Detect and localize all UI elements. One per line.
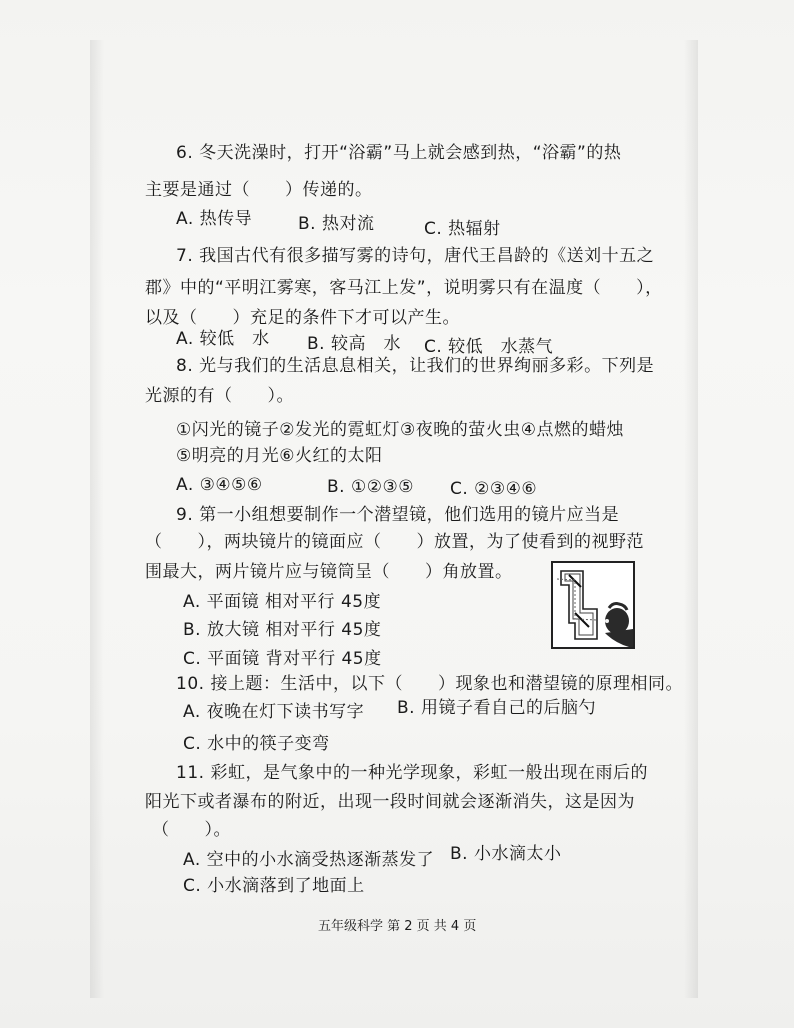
scan-shadow-left [90,40,104,998]
q8-items-line-2: ⑤明亮的月光⑥火红的太阳 [176,446,383,466]
q8-option-c: C. ②③④⑥ [450,479,538,499]
q9-option-c: C. 平面镜 背对平行 45度 [183,649,382,669]
q6-stem-line-1: 6. 冬天洗澡时，打开“浴霸”马上就会感到热，“浴霸”的热 [176,143,622,163]
page-footer: 五年级科学 第 2 页 共 4 页 [318,919,477,934]
q8-stem-line-1: 8. 光与我们的生活息息相关，让我们的世界绚丽多彩。下列是 [176,356,655,376]
periscope-drawing [553,563,633,647]
q8-items-line-1: ①闪光的镜子②发光的霓虹灯③夜晚的萤火虫④点燃的蜡烛 [176,420,624,440]
q6-option-a: A. 热传导 [176,209,253,229]
q10-option-a: A. 夜晚在灯下读书写字 [183,702,365,722]
q9-option-a: A. 平面镜 相对平行 45度 [183,592,382,612]
q9-stem-line-2: （ ），两块镜片的镜面应（ ）放置，为了使看到的视野范 [145,532,644,552]
q11-option-a: A. 空中的小水滴受热逐渐蒸发了 [183,850,435,870]
q9-stem-line-1: 9. 第一小组想要制作一个潜望镜，他们选用的镜片应当是 [176,505,620,525]
q11-stem-line-2: 阳光下或者瀑布的附近，出现一段时间就会逐渐消失，这是因为 [145,792,635,812]
q10-option-b: B. 用镜子看自己的后脑勺 [397,698,596,718]
scan-shadow-right [684,40,698,998]
q7-stem-line-1: 7. 我国古代有很多描写雾的诗句，唐代王昌龄的《送刘十五之 [176,246,655,266]
q7-stem-line-2: 郡》中的“平明江雾寒，客马江上发”，说明雾只有在温度（ ）， [145,278,663,298]
q11-option-c: C. 小水滴落到了地面上 [183,876,365,896]
q8-stem-line-2: 光源的有（ ）。 [145,386,294,406]
q11-stem-line-1: 11. 彩虹，是气象中的一种光学现象，彩虹一般出现在雨后的 [176,763,648,783]
q7-option-c: C. 较低 水蒸气 [424,337,554,357]
q11-stem-line-3: （ ）。 [152,820,231,840]
q8-option-b: B. ①②③⑤ [327,477,414,497]
q10-option-c: C. 水中的筷子变弯 [183,734,330,754]
q9-stem-line-3: 围最大，两片镜片应与镜筒呈（ ）角放置。 [145,562,513,582]
q6-stem-line-2: 主要是通过（ ）传递的。 [145,180,373,200]
q11-option-b: B. 小水滴太小 [450,844,562,864]
q10-stem-line-1: 10. 接上题：生活中，以下（ ）现象也和潜望镜的原理相同。 [176,674,683,694]
q7-stem-line-3: 以及（ ）充足的条件下才可以产生。 [145,308,460,328]
q6-option-b: B. 热对流 [298,214,375,234]
q7-option-a: A. 较低 水 [176,329,270,349]
q6-option-c: C. 热辐射 [424,219,501,239]
viewer-eye [605,619,609,623]
q9-option-b: B. 放大镜 相对平行 45度 [183,620,382,640]
q7-option-b: B. 较高 水 [307,334,401,354]
periscope-diagram-icon [551,561,635,649]
q8-option-a: A. ③④⑤⑥ [176,475,263,495]
viewer-shoulder [605,629,633,647]
